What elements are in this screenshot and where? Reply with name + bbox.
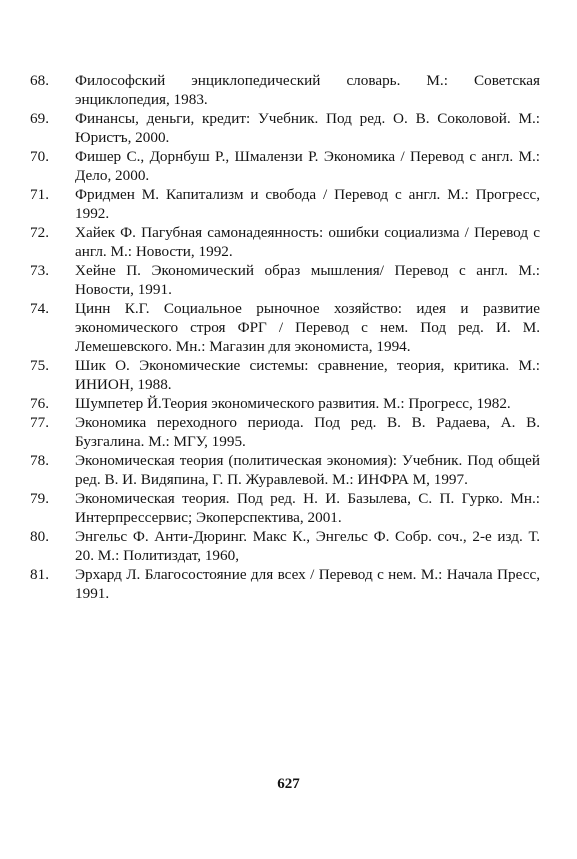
reference-item: [30, 261, 540, 299]
reference-number: 76.: [30, 395, 49, 412]
reference-number: 77.: [30, 414, 49, 431]
reference-text: Хайек Ф. Пагубная самонадеянность: ошибки социализма / Перевод с англ. М.: Новости, 1992.: [75, 224, 540, 260]
reference-item: [30, 489, 540, 527]
reference-text: Экономика переходного периода. Под ред. В. В. Радаева, А. В. Бузгалина. М.: МГУ, 1995.: [75, 414, 540, 450]
reference-item: [30, 71, 540, 109]
reference-text: Цинн К.Г. Социальное рыночное хозяйство: идея и развитие экономического строя ФРГ / Перевод с нем. Под ред. И. М. Лемешевского. Мн.: Магазин для экономиста, 1994.: [75, 300, 540, 355]
reference-list: [30, 71, 540, 603]
reference-number: 69.: [30, 110, 49, 127]
reference-item: [30, 565, 540, 603]
reference-text: Экономическая теория (политическая экономия): Учебник. Под общей ред. В. И. Видяпина, Г. П. Журавлевой. М.: ИНФРА М, 1997.: [75, 452, 540, 488]
reference-item: [30, 394, 540, 413]
reference-number: 68.: [30, 72, 49, 89]
reference-number: 80.: [30, 528, 49, 545]
reference-item: [30, 185, 540, 223]
reference-number: 81.: [30, 566, 49, 583]
reference-text: Философский энциклопедический словарь. М.: Советская энциклопедия, 1983.: [75, 72, 540, 108]
reference-item: [30, 109, 540, 147]
reference-text: Шумпетер Й.Теория экономического развития. М.: Прогресс, 1982.: [75, 395, 511, 412]
reference-number: 73.: [30, 262, 49, 279]
reference-item: [30, 147, 540, 185]
reference-number: 70.: [30, 148, 49, 165]
reference-text: Финансы, деньги, кредит: Учебник. Под ред. О. В. Соколовой. М.: Юристъ, 2000.: [75, 110, 540, 146]
reference-number: 78.: [30, 452, 49, 469]
reference-item: [30, 451, 540, 489]
reference-text: Энгельс Ф. Анти-Дюринг. Макс К., Энгельс Ф. Собр. соч., 2-е изд. Т. 20. М.: Политиздат, 1960,: [75, 528, 540, 564]
reference-item: [30, 299, 540, 356]
reference-number: 74.: [30, 300, 49, 317]
reference-text: Фишер С., Дорнбуш Р., Шмалензи Р. Экономика / Перевод с англ. М.: Дело, 2000.: [75, 148, 540, 184]
reference-item: [30, 413, 540, 451]
reference-text: Эрхард Л. Благосостояние для всех / Перевод с нем. М.: Начала Пресс, 1991.: [75, 566, 540, 602]
reference-text: Экономическая теория. Под ред. Н. И. Базылева, С. П. Гурко. Мн.: Интерпрессервис; Экоперспектива, 2001.: [75, 490, 540, 526]
reference-item: [30, 527, 540, 565]
page-number: 627: [277, 776, 300, 792]
reference-text: Фридмен М. Капитализм и свобода / Перевод с англ. М.: Прогресс, 1992.: [75, 186, 540, 222]
reference-number: 79.: [30, 490, 49, 507]
reference-text: Шик О. Экономические системы: сравнение, теория, критика. М.: ИНИОН, 1988.: [75, 357, 540, 393]
reference-item: [30, 356, 540, 394]
reference-number: 72.: [30, 224, 49, 241]
reference-item: [30, 223, 540, 261]
reference-text: Хейне П. Экономический образ мышления/ Перевод с англ. М.: Новости, 1991.: [75, 262, 540, 298]
reference-number: 71.: [30, 186, 49, 203]
reference-number: 75.: [30, 357, 49, 374]
